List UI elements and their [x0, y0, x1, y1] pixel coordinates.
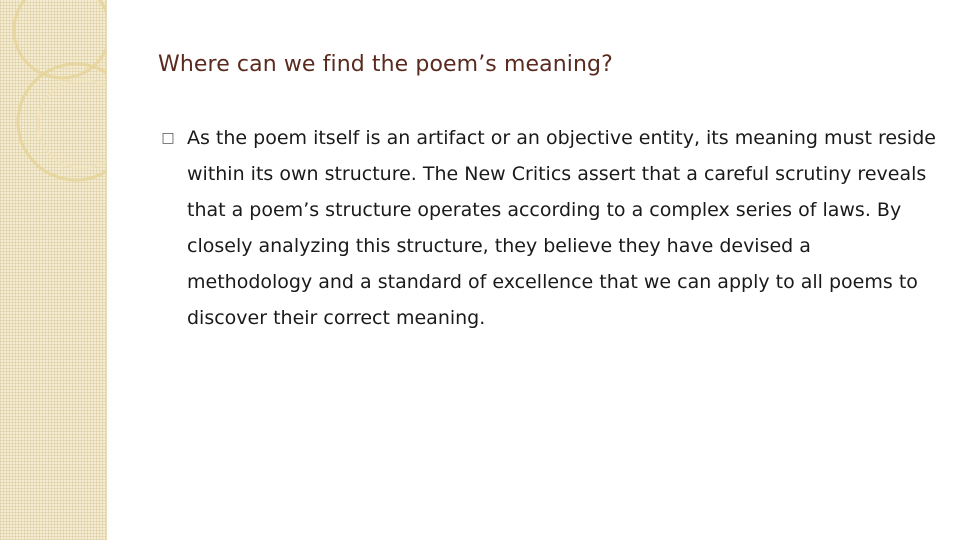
decorative-sidebar: [0, 0, 107, 540]
body-paragraph: As the poem itself is an artifact or an objective entity, its meaning must reside within its own structure. The New Critics assert that a careful scrutiny reveals that a poem’s structure operates according to a complex series of laws. By closely analyzing this structure, they believe they have devised a methodology and a standard of excellence that we can apply to all poems to discover their correct meaning.: [187, 127, 936, 329]
slide-title: Where can we find the poem’s meaning?: [158, 52, 613, 77]
checkbox-bullet-icon: □: [161, 130, 175, 146]
circle-ornament-icon: [0, 0, 106, 540]
